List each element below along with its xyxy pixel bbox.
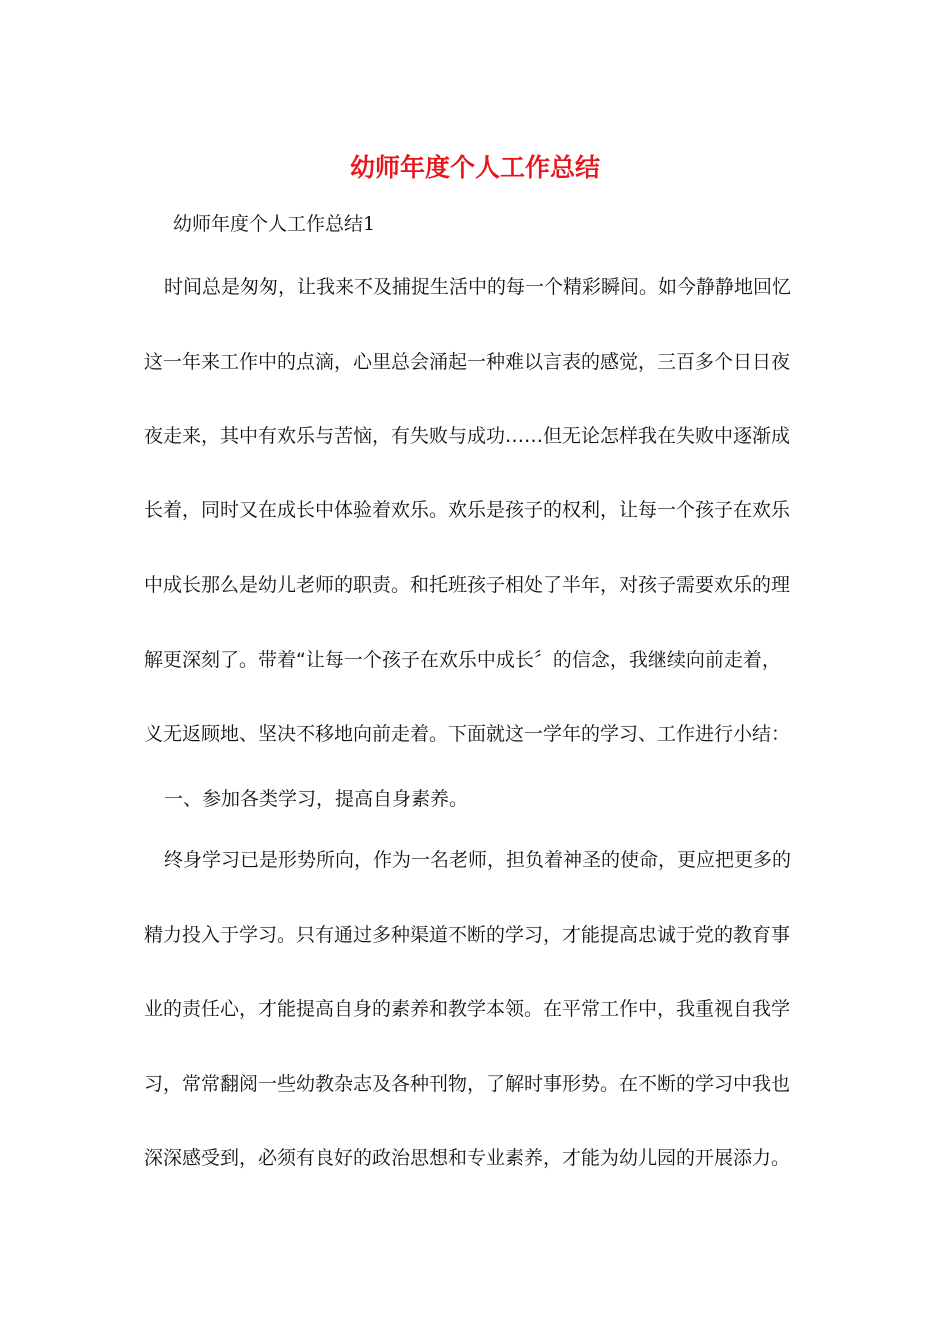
paragraph-line: 夜走来，其中有欢乐与苦恼，有失败与成功……但无论怎样我在失败中逐渐成	[144, 425, 791, 447]
paragraph-line: 时间总是匆匆，让我来不及捕捉生活中的每一个精彩瞬间。如今静静地回忆	[164, 276, 792, 298]
paragraph-line: 业的责任心，才能提高自身的素养和教学本领。在平常工作中，我重视自我学	[144, 998, 791, 1020]
section-heading: 一、参加各类学习，提高自身素养。	[164, 788, 469, 810]
paragraph-line: 中成长那么是幼儿老师的职责。和托班孩子相处了半年，对孩子需要欢乐的理	[144, 574, 791, 596]
paragraph-line: 解更深刻了。带着“让每一个孩子在欢乐中成长〞的信念，我继续向前走着，	[144, 649, 781, 671]
paragraph-line: 深深感受到，必须有良好的政治思想和专业素养，才能为幼儿园的开展添力。	[144, 1147, 791, 1169]
paragraph-line: 终身学习已是形势所向，作为一名老师，担负着神圣的使命，更应把更多的	[164, 849, 792, 871]
paragraph-line: 这一年来工作中的点滴，心里总会涌起一种难以言表的感觉，三百多个日日夜	[144, 351, 791, 373]
document-title: 幼师年度个人工作总结	[349, 153, 600, 182]
paragraph-line: 长着，同时又在成长中体验着欢乐。欢乐是孩子的权利，让每一个孩子在欢乐	[144, 499, 791, 521]
paragraph-line: 习，常常翻阅一些幼教杂志及各种刊物，了解时事形势。在不断的学习中我也	[144, 1073, 791, 1095]
paragraph-line: 义无返顾地、坚决不移地向前走着。下面就这一学年的学习、工作进行小结：	[144, 723, 791, 745]
paragraph-line: 精力投入于学习。只有通过多种渠道不断的学习，才能提高忠诚于党的教育事	[144, 924, 791, 946]
document-subtitle: 幼师年度个人工作总结1	[173, 213, 376, 235]
